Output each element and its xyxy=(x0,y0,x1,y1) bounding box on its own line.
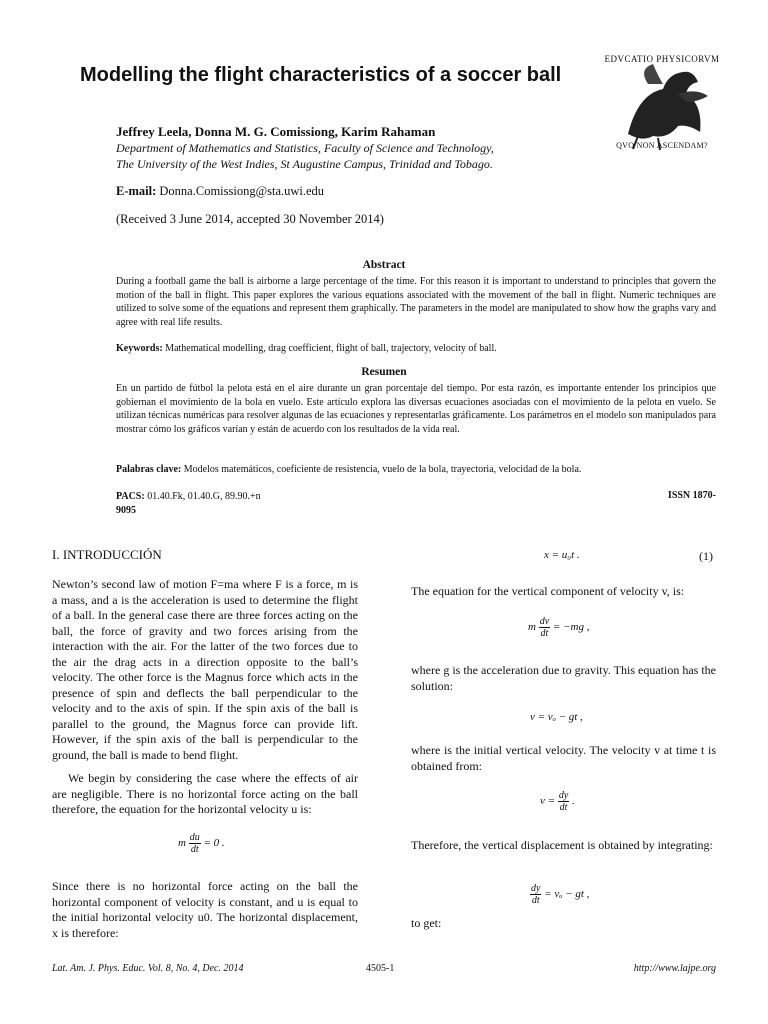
equation-vertical-velocity: v = vₒ − gt , xyxy=(530,711,583,723)
logo-motto-top: EDVCATIO PHYSICORVM xyxy=(604,54,720,64)
col2-paragraph-1: The equation for the vertical component of velocity v, is: xyxy=(411,584,685,598)
eq4-num: dy xyxy=(558,790,569,801)
equation-horizontal-velocity xyxy=(178,832,225,855)
authors: Jeffrey Leela, Donna M. G. Comissiong, Karim Rahaman xyxy=(116,124,436,139)
eq4-den: dt xyxy=(559,802,568,813)
eq-m-den: dt xyxy=(190,844,199,855)
col1-paragraph-1: Newton’s second law of motion F=ma where F is a force, m is a mass, and a is the acceleration is used to determine the flight of a ball. In the general case there are three forces acting on the ball, the force of gravity and two forces arising from the interaction with the air. For the latter of the two forces due to the air the drag acts in a direction opposite to the ball’s velocity. The other force is the Magnus force which acts in the presence of spin and deflects the ball perpendicular to the velocity and to the axis of spin. If the spin axis of the ball is parallel to the ground, the Magnus force can provide lift. However, if the spin axis of the ball is perpendicular to the ground, the ball is made to bend flight. xyxy=(52,577,358,762)
section-heading: I. INTRODUCCIÓN xyxy=(52,547,162,562)
col2-paragraph-4: Therefore, the vertical displacement is obtained by integrating: xyxy=(411,838,713,852)
email-label: E-mail: xyxy=(116,184,157,198)
eq4-rhs: . xyxy=(572,795,575,808)
keywords-label: Keywords: xyxy=(116,343,163,354)
equation-vertical-force xyxy=(528,616,589,639)
eq2-lhs: m xyxy=(528,621,536,634)
footer-url[interactable]: http://www.lajpe.org xyxy=(633,963,716,974)
eq2-num: dv xyxy=(539,616,550,627)
eq-m-lhs: m xyxy=(178,837,186,850)
col1-paragraph-3: Since there is no horizontal force acting on the ball the horizontal component of velocity is constant, and u is equal to the initial horizontal velocity u0. The horizontal displacement, x is therefore: xyxy=(52,879,358,940)
abstract-heading: Abstract xyxy=(362,259,406,271)
pacs-continuation: 9095 xyxy=(116,504,136,516)
col2-paragraph-5: to get: xyxy=(411,916,442,930)
eq5-den: dt xyxy=(531,895,540,906)
eq-m-rhs: = 0 . xyxy=(203,837,225,850)
eq2-rhs: = −mg , xyxy=(552,621,590,634)
received-dates: (Received 3 June 2014, accepted 30 November 2014) xyxy=(116,212,384,226)
pacs-label: PACS: xyxy=(116,491,145,502)
footer-journal: Lat. Am. J. Phys. Educ. Vol. 8, No. 4, Dec. 2014 xyxy=(52,963,244,974)
affiliation-line-2: The University of the West Indies, St Augustine Campus, Trinidad and Tobago. xyxy=(116,157,493,171)
logo-motto-bottom: QVO NON ASCENDAM? xyxy=(616,141,708,150)
palabras-clave xyxy=(116,463,716,477)
palabras-clave-label: Palabras clave: xyxy=(116,464,182,475)
resumen-text: En un partido de fútbol la pelota está en el aire durante un gran porcentaje del tiempo. Por esta razón, es importante entender los principios que gobiernan el movimiento de la bola en vuelo. Este artículo explora las diversas ecuaciones asociadas con el movimiento de la pelota en vuelo. Se utilizan técnicas numéricas para resolver algunas de las ecuaciones y representarlas gráficamente. Los parámetros en el modelo son manipulados para mostrar cómo los gráficos varían y están de acuerdo con los resultados de la vida real. xyxy=(116,383,716,436)
col2-paragraph-3: where is the initial vertical velocity. The velocity v at time t is obtained from: xyxy=(411,743,716,773)
equation-1: x = u₀t . xyxy=(544,549,580,561)
equation-1-number: (1) xyxy=(699,549,713,563)
equation-velocity-derivative xyxy=(540,790,575,813)
keywords xyxy=(116,342,716,356)
palabras-clave-text: Modelos matemáticos, coeficiente de resistencia, vuelo de la bola, trayectoria, velocidad de la bola. xyxy=(183,464,582,475)
eq5-num: dy xyxy=(531,883,541,894)
col1-paragraph-2: We begin by considering the case where the effects of air are negligible. There is no horizontal force acting on the ball therefore, the equation for the horizontal velocity u is: xyxy=(52,771,358,816)
col2-paragraph-2: where g is the acceleration due to gravity. This equation has the solution: xyxy=(411,663,716,693)
email-address[interactable]: Donna.Comissiong@sta.uwi.edu xyxy=(159,184,325,198)
eq5-rhs: = vₒ − gt , xyxy=(544,888,590,901)
eq-m-num: du xyxy=(189,832,200,843)
equation-displacement-derivative xyxy=(530,883,589,906)
email-line xyxy=(116,184,324,199)
keywords-text: Mathematical modelling, drag coefficient, flight of ball, trajectory, velocity of ball. xyxy=(165,343,497,354)
journal-logo-griffin-icon xyxy=(608,54,718,154)
eq4-lhs: v = xyxy=(540,795,556,808)
pacs-line xyxy=(116,490,716,517)
paper-title: Modelling the flight characteristics of a soccer ball xyxy=(80,64,562,86)
footer-page-number: 4505-1 xyxy=(366,963,395,974)
abstract-text: During a football game the ball is airborne a large percentage of the time. For this reason it is important to understand to principles that govern the motion of the ball in flight. This paper explores the various equations associated with the movement of the ball in flight. Numeric techniques are utilized to solve some of the equations and represent them graphically. The parameters in the model are manipulated to show how the graphs vary and agree with real life results. xyxy=(116,276,716,329)
resumen-heading: Resumen xyxy=(361,366,407,378)
pacs-codes: 01.40.Fk, 01.40.G, 89.90.+n xyxy=(147,491,261,502)
issn: ISSN 1870- xyxy=(667,490,716,501)
eq2-den: dt xyxy=(540,628,549,639)
affiliation-line-1: Department of Mathematics and Statistics, Faculty of Science and Technology, xyxy=(116,141,494,155)
